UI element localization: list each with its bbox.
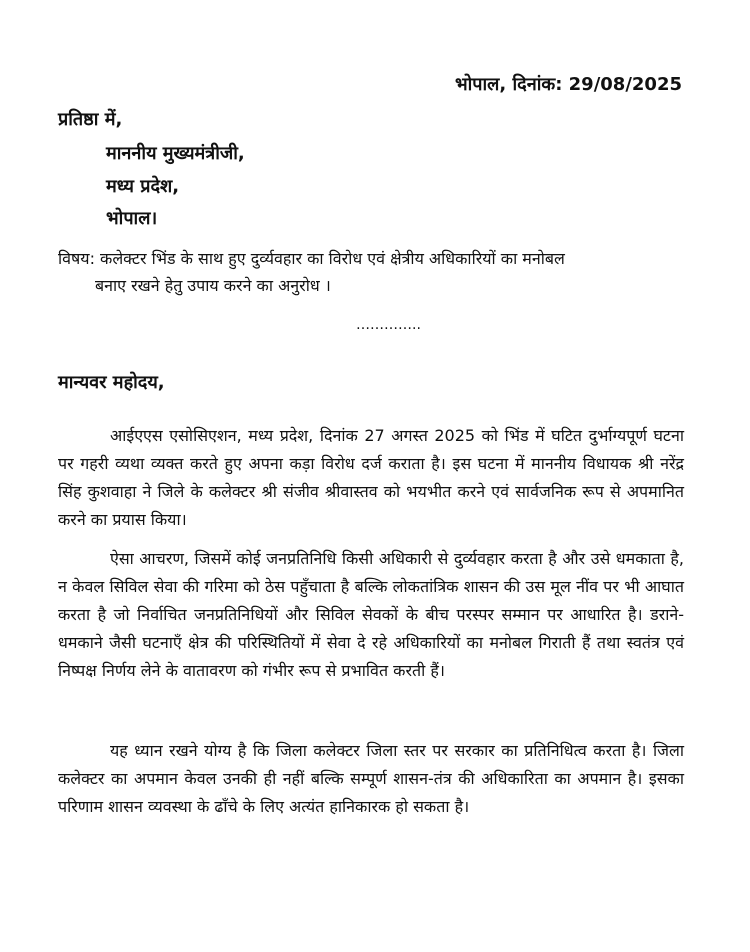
subject-line-1: विषय: कलेक्टर भिंड के साथ हुए दुर्व्यवहार का विरोध एवं क्षेत्रीय अधिकारियों का मनोबल <box>58 249 565 268</box>
recipient-label: प्रतिष्ठा में, <box>58 109 123 130</box>
date-line: भोपाल, दिनांक: 29/08/2025 <box>454 74 682 95</box>
recipient-line-1: माननीय मुख्यमंत्रीजी, <box>106 143 245 164</box>
subject-block <box>58 245 698 299</box>
separator-dots: ………….. <box>356 317 421 333</box>
recipient-line-2: मध्य प्रदेश, <box>106 176 180 197</box>
body-paragraph-1: आईएएस एसोसिएशन, मध्य प्रदेश, दिनांक 27 अगस्त 2025 को भिंड में घटित दुर्भाग्यपूर्ण घटना पर गहरी व्यथा व्यक्त करते हुए अपना कड़ा विरोध दर्ज कराता है। इस घटना में माननीय विधायक श्री नरेंद्र सिंह कुशवाहा ने जिले के कलेक्टर श्री संजीव श्रीवास्तव को भयभीत करने एवं सार्वजनिक रूप से अपमानित करने का प्रयास किया। <box>58 426 684 529</box>
subject-line-2: बनाए रखने हेतु उपाय करने का अनुरोध । <box>95 276 331 295</box>
body-paragraph-3: यह ध्यान रखने योग्य है कि जिला कलेक्टर जिला स्तर पर सरकार का प्रतिनिधित्व करता है। जिला कलेक्टर का अपमान केवल उनकी ही नहीं बल्कि सम्पूर्ण शासन-तंत्र की अधिकारिता का अपमान है। इसका परिणाम शासन व्यवस्था के ढाँचे के लिए अत्यंत हानिकारक हो सकता है। <box>58 741 684 816</box>
body-paragraph-2: ऐसा आचरण, जिसमें कोई जनप्रतिनिधि किसी अधिकारी से दुर्व्यवहार करता है और उसे धमकाता है, न केवल सिविल सेवा की गरिमा को ठेस पहुँचाता है बल्कि लोकतांत्रिक शासन की उस मूल नींव पर भी आघात करता है जो निर्वाचित जनप्रतिनिधियों और सिविल सेवकों के बीच परस्पर सम्मान पर आधारित है। डराने-धमकाने जैसी घटनाएँ क्षेत्र की परिस्थितियों में सेवा दे रहे अधिकारियों का मनोबल गिराती हैं तथा स्वतंत्र एवं निष्पक्ष निर्णय लेने के वातावरण को गंभीर रूप से प्रभावित करती हैं। <box>58 549 684 680</box>
salutation: मान्यवर महोदय, <box>58 372 165 393</box>
recipient-line-3: भोपाल। <box>106 208 158 229</box>
